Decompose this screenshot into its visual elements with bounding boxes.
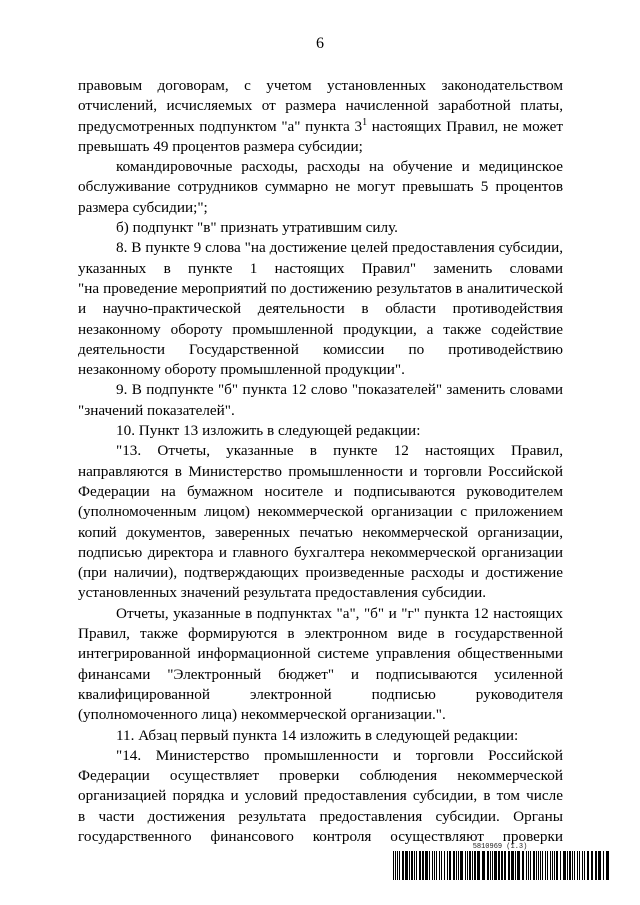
- barcode-bar: [508, 851, 510, 880]
- barcode-bar: [501, 851, 503, 880]
- barcode-bar: [560, 851, 561, 880]
- text-segment: превышать 49 процентов размера субсидии;: [78, 137, 363, 155]
- text-line: [78, 360, 563, 380]
- text-segment: Отчеты, указанные в подпунктах "а", "б" и "г" пункта 12 настоящих: [116, 604, 563, 622]
- text-line: [78, 380, 563, 400]
- barcode-bar: [556, 851, 558, 880]
- text-segment: 9. В подпункте "б" пункта 12 слово "показателей" заменить словами: [116, 381, 563, 399]
- barcode-bar: [393, 851, 394, 880]
- text-segment: установленных значений результата предоставления субсидии.: [78, 584, 487, 602]
- text-line: [78, 198, 563, 218]
- barcode-bar: [416, 851, 417, 880]
- barcode-bar: [439, 851, 440, 880]
- text-line: [78, 705, 563, 725]
- text-line: [78, 76, 563, 96]
- barcode-bar: [517, 851, 520, 880]
- barcode-bar: [402, 851, 404, 880]
- barcode-bar: [465, 851, 466, 880]
- text-line: [78, 137, 563, 157]
- document-body: [78, 76, 563, 847]
- text-line: [78, 604, 563, 624]
- barcode-bar: [395, 851, 396, 880]
- text-segment: указанных в пункте 1 настоящих Правил" заменить словами: [78, 259, 563, 277]
- barcode-bar: [469, 851, 471, 880]
- barcode-bar: [587, 851, 589, 880]
- barcode-bar: [591, 851, 593, 880]
- text-line: [78, 259, 563, 279]
- barcode-bar: [584, 851, 585, 880]
- text-line: [78, 157, 563, 177]
- text-segment: настоящих Правил, не может: [367, 117, 563, 135]
- text-segment: "13. Отчеты, указанные в пункте 12 настоящих Правил,: [116, 442, 563, 460]
- text-line: [78, 421, 563, 441]
- barcode-bar: [474, 851, 476, 880]
- barcode-bar: [422, 851, 424, 880]
- text-segment: квалифицированной электронной подписью руководителя: [78, 685, 563, 703]
- text-line: [78, 726, 563, 746]
- text-segment: "14. Министерство промышленности и торговли Российской: [116, 746, 563, 764]
- barcode-bar: [572, 851, 573, 880]
- text-line: [78, 401, 563, 421]
- barcode-bar: [538, 851, 539, 880]
- text-segment: государственного финансового контроля осуществляют проверки: [78, 827, 563, 845]
- barcode-bar: [582, 851, 583, 880]
- text-line: [78, 279, 563, 299]
- text-line: [78, 117, 563, 137]
- text-segment: правовым договорам, с учетом установленных законодательством: [78, 77, 563, 94]
- text-line: [78, 299, 563, 319]
- text-line: [78, 441, 563, 461]
- barcode-bar: [536, 851, 537, 880]
- barcode-image: [393, 851, 609, 880]
- barcode-bar: [411, 851, 413, 880]
- text-line: [78, 177, 563, 197]
- barcode-bar: [482, 851, 485, 880]
- text-segment: 10. Пункт 13 изложить в следующей редакции:: [116, 422, 421, 440]
- text-segment: б) подпункт "в" признать утратившим силу.: [116, 219, 398, 237]
- text-line: [78, 543, 563, 563]
- barcode-bar: [453, 851, 455, 880]
- text-segment: деятельности Государственной комиссии по противодействию: [78, 340, 563, 358]
- text-line: [78, 746, 563, 766]
- barcode-bar: [577, 851, 578, 880]
- barcode-bar: [434, 851, 435, 880]
- text-line: [78, 218, 563, 238]
- barcode-bar: [550, 851, 551, 880]
- barcode-bar: [598, 851, 601, 880]
- barcode-bar: [552, 851, 553, 880]
- barcode-bar: [603, 851, 604, 880]
- barcode-bar: [606, 851, 609, 880]
- text-segment: интегрированной информационной системе управления общественными: [78, 645, 563, 663]
- barcode-bar: [409, 851, 410, 880]
- text-segment: организацией порядка и условий предоставления субсидии, в том числе: [78, 787, 563, 805]
- text-line: [78, 502, 563, 522]
- text-line: [78, 624, 563, 644]
- text-segment: и научно-практической деятельности в области противодействия: [78, 300, 563, 318]
- barcode-bar: [504, 851, 506, 880]
- barcode-bar: [526, 851, 527, 880]
- barcode-bar: [490, 851, 491, 880]
- barcode-bar: [492, 851, 493, 880]
- text-segment: (уполномоченным лицом) некоммерческой организации с приложением: [78, 503, 563, 521]
- barcode-bar: [595, 851, 597, 880]
- barcode-bar: [425, 851, 428, 880]
- text-line: [78, 665, 563, 685]
- text-line: [78, 320, 563, 340]
- barcode-bar: [429, 851, 430, 880]
- barcode-bar: [542, 851, 543, 880]
- text-segment: размера субсидии;";: [78, 198, 208, 216]
- barcode-bar: [515, 851, 516, 880]
- text-line: [78, 238, 563, 258]
- barcode-bar: [528, 851, 529, 880]
- text-segment: обслуживание сотрудников суммарно не могут превышать 5 процентов: [78, 178, 563, 196]
- superscript: 1: [362, 116, 368, 128]
- barcode-bar: [563, 851, 566, 880]
- barcode-bar: [447, 851, 448, 880]
- barcode-bar: [449, 851, 451, 880]
- text-segment: Правил, также формируются в электронном виде в государственной: [78, 625, 563, 643]
- text-line: [78, 482, 563, 502]
- text-segment: (при наличии), подтверждающих произведенные расходы и достижение: [78, 564, 563, 582]
- text-line: [78, 462, 563, 482]
- barcode-bar: [399, 851, 400, 880]
- text-segment: (уполномоченного лица) некоммерческой организации.".: [78, 706, 446, 724]
- text-segment: направляются в Министерство промышленности и торговли Российской: [78, 462, 563, 480]
- barcode-bar: [540, 851, 541, 880]
- barcode-bar: [522, 851, 524, 880]
- barcode-code: 5810969 (1.3): [472, 843, 528, 851]
- text-line: [78, 523, 563, 543]
- barcode-bar: [498, 851, 500, 880]
- barcode-bar: [456, 851, 457, 880]
- text-segment: Федерации на бумажном носителе и подписываются руководителем: [78, 482, 563, 500]
- page-number: 6: [316, 35, 324, 52]
- text-segment: отчислений, исчисляемых от размера начисленной заработной платы,: [78, 97, 563, 115]
- barcode-bar: [477, 851, 480, 880]
- text-segment: в части достижения результата предоставления субсидии. Органы: [78, 807, 563, 825]
- text-segment: подписью директора и главного бухгалтера некоммерческой организации: [78, 543, 563, 561]
- barcode-bar: [458, 851, 459, 880]
- barcode-bar: [460, 851, 463, 880]
- barcode-bar: [436, 851, 437, 880]
- text-segment: 11. Абзац первый пункта 14 изложить в следующей редакции:: [116, 726, 519, 744]
- text-line: [78, 340, 563, 360]
- text-segment: "на проведение мероприятий по достижению результатов в аналитической: [78, 279, 563, 297]
- barcode-bar: [397, 851, 398, 880]
- barcode-bar: [405, 851, 408, 880]
- barcode-bar: [533, 851, 535, 880]
- barcode-bar: [545, 851, 546, 880]
- text-line: [78, 583, 563, 603]
- text-segment: "значений показателей".: [78, 401, 235, 419]
- barcode-bar: [432, 851, 433, 880]
- text-segment: незаконному обороту промышленной продукции, а также содействие: [78, 320, 563, 338]
- barcode-bar: [554, 851, 555, 880]
- text-line: [78, 685, 563, 705]
- barcode-bar: [472, 851, 473, 880]
- text-line: [78, 786, 563, 806]
- text-segment: незаконному обороту промышленной продукции".: [78, 361, 405, 379]
- barcode-bar: [574, 851, 575, 880]
- text-segment: командировочные расходы, расходы на обучение и медицинское: [116, 158, 563, 176]
- text-segment: Федерации осуществляет проверки соблюдения некоммерческой: [78, 767, 563, 785]
- barcode-bar: [547, 851, 548, 880]
- barcode-bar: [579, 851, 580, 880]
- barcode-bar: [444, 851, 445, 880]
- barcode-bar: [441, 851, 442, 880]
- text-line: [78, 96, 563, 116]
- text-segment: предусмотренных подпунктом "а" пункта 3: [78, 117, 363, 135]
- barcode-bar: [530, 851, 531, 880]
- text-line: [78, 807, 563, 827]
- barcode-bar: [487, 851, 489, 880]
- text-line: [78, 766, 563, 786]
- barcode-bar: [419, 851, 421, 880]
- barcode-bar: [567, 851, 568, 880]
- barcode-bar: [467, 851, 468, 880]
- text-line: [78, 644, 563, 664]
- text-segment: 8. В пункте 9 слова "на достижение целей предоставления субсидии,: [116, 239, 563, 257]
- barcode-bar: [569, 851, 571, 880]
- barcode-bar: [494, 851, 497, 880]
- text-line: [78, 563, 563, 583]
- barcode-bar: [414, 851, 415, 880]
- text-segment: финансами "Электронный бюджет" и подписываются усиленной: [78, 665, 563, 683]
- barcode-bar: [511, 851, 514, 880]
- text-segment: копий документов, заверенных печатью некоммерческой организации,: [78, 523, 563, 541]
